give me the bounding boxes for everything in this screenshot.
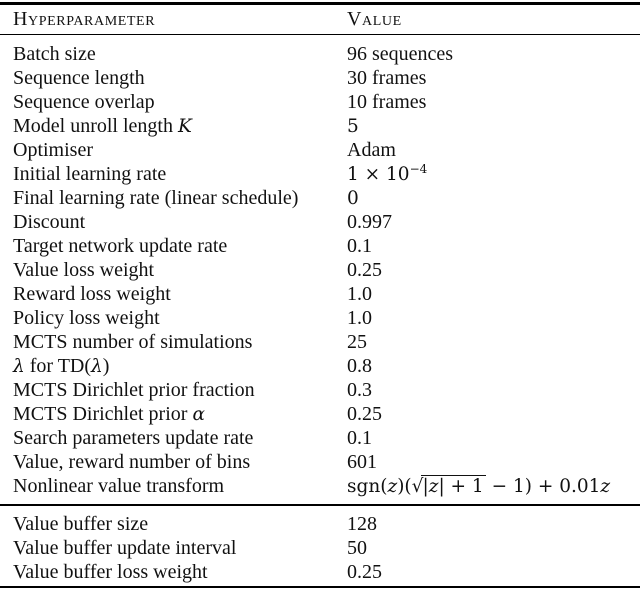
text-segment: Batch size	[13, 43, 96, 66]
text-segment: 0.3	[347, 379, 372, 402]
table-row	[0, 426, 640, 450]
text-segment: λ	[91, 356, 103, 378]
text-segment: 0.8	[347, 355, 372, 378]
hyperparameter-name-cell	[0, 560, 347, 584]
table-row	[0, 306, 640, 330]
hyperparameter-value-cell	[347, 66, 640, 90]
text-segment: Discount	[13, 211, 86, 234]
text-segment: Sequence overlap	[13, 91, 155, 114]
text-segment: Value buffer update interval	[13, 536, 237, 559]
text-segment: 10 frames	[347, 91, 427, 114]
hyperparameter-value-cell	[347, 42, 640, 66]
text-segment: Initial learning rate	[13, 163, 167, 186]
table-row	[0, 186, 640, 210]
table-row	[0, 450, 640, 474]
hyperparameter-value-cell	[347, 512, 640, 536]
text-segment: 96 sequences	[347, 43, 454, 66]
table-body-footer	[0, 506, 640, 586]
hyperparameter-name-cell	[0, 90, 347, 114]
text-segment: Value loss weight	[13, 259, 155, 282]
text-segment: λ	[13, 356, 25, 378]
text-segment: | + 1	[438, 476, 484, 498]
text-segment: 0.25	[347, 560, 382, 583]
text-segment: Reward loss weight	[13, 283, 171, 306]
text-segment: 0.1	[347, 427, 372, 450]
table-row	[0, 234, 640, 258]
radicand	[421, 475, 485, 497]
hyperparameter-name-cell	[0, 114, 347, 139]
text-segment: 0.25	[347, 259, 382, 282]
hyperparameter-value-cell	[347, 234, 640, 258]
text-segment: 5	[347, 116, 359, 138]
text-segment: Optimiser	[13, 139, 93, 162]
hyperparameter-name-cell	[0, 378, 347, 402]
text-segment: 25	[347, 331, 367, 354]
hyperparameter-name-cell	[0, 258, 347, 282]
hyperparameter-value-cell	[347, 560, 640, 584]
text-segment: K	[177, 116, 192, 138]
text-segment: −4	[409, 162, 428, 177]
text-segment: − 1) + 0.01	[485, 476, 601, 498]
column-header-hyperparameter: Hyperparameter	[13, 7, 156, 30]
hyperparameter-value-cell	[347, 114, 640, 139]
table-row	[0, 114, 640, 138]
hyperparameter-value-cell	[347, 536, 640, 560]
radical-sign-icon: √	[411, 476, 424, 498]
text-segment: Value buffer loss weight	[13, 560, 208, 583]
text-segment: 50	[347, 536, 367, 559]
text-segment: )(	[397, 476, 412, 498]
text-segment: Search parameters update rate	[13, 427, 254, 450]
text-segment: Adam	[347, 139, 396, 162]
hyperparameter-name-cell	[0, 330, 347, 354]
hyperparameter-value-cell	[347, 282, 640, 306]
table-row	[0, 354, 640, 378]
text-segment: 1 × 10	[347, 164, 410, 186]
table-row	[0, 474, 640, 498]
table-row	[0, 210, 640, 234]
hyperparameter-name-cell	[0, 512, 347, 536]
hyperparameter-name-cell	[0, 138, 347, 162]
hyperparameter-value-cell	[347, 402, 640, 426]
hyperparameter-name-cell	[0, 536, 347, 560]
table-row	[0, 42, 640, 66]
hyperparameter-name-cell	[0, 306, 347, 330]
hyperparameter-name-cell	[0, 282, 347, 306]
table-row	[0, 90, 640, 114]
hyperparameter-name-cell	[0, 186, 347, 210]
text-segment: for TD(	[24, 355, 92, 378]
text-segment: 1.0	[347, 307, 372, 330]
text-segment: Value, reward number of bins	[13, 451, 251, 474]
hyperparameter-value-cell	[347, 426, 640, 450]
text-segment: 0.1	[347, 235, 372, 258]
hyperparameter-name-cell	[0, 474, 347, 498]
column-header-value: Value	[347, 7, 402, 30]
table-row	[0, 560, 640, 584]
text-segment: MCTS number of simulations	[13, 331, 253, 354]
text-segment: Final learning rate (linear schedule)	[13, 187, 299, 210]
table-row	[0, 282, 640, 306]
text-segment: 128	[347, 512, 377, 535]
table-row	[0, 536, 640, 560]
text-segment: 0.25	[347, 403, 382, 426]
text-segment: 0	[347, 188, 359, 210]
table-row	[0, 512, 640, 536]
hyperparameter-name-cell	[0, 234, 347, 258]
hyperparameter-value-cell	[347, 210, 640, 234]
hyperparameter-name-cell	[0, 66, 347, 90]
text-segment: Target network update rate	[13, 235, 228, 258]
hyperparameter-value-cell	[347, 162, 640, 188]
hyperparameter-value-cell	[347, 378, 640, 402]
table-row	[0, 402, 640, 426]
hyperparameter-name-cell	[0, 210, 347, 234]
text-segment: z	[387, 476, 398, 498]
hyperparameter-name-cell	[0, 162, 347, 186]
table-row	[0, 258, 640, 282]
text-segment: 30 frames	[347, 67, 427, 90]
text-segment: Policy loss weight	[13, 307, 160, 330]
text-segment: Sequence length	[13, 67, 145, 90]
table-row	[0, 330, 640, 354]
text-segment: )	[102, 355, 110, 378]
hyperparameter-value-cell	[347, 90, 640, 114]
hyperparameter-value-cell	[347, 474, 640, 499]
text-segment: MCTS Dirichlet prior	[13, 403, 193, 426]
hyperparameter-value-cell	[347, 258, 640, 282]
text-segment: MCTS Dirichlet prior fraction	[13, 379, 255, 402]
text-segment: α	[192, 404, 205, 426]
table-body-main	[0, 35, 640, 504]
text-segment: z	[428, 476, 439, 498]
table-bottom-rule	[0, 586, 640, 589]
hyperparameter-name-cell	[0, 402, 347, 427]
text-segment: Model unroll length	[13, 115, 178, 138]
text-segment: 601	[347, 451, 377, 474]
hyperparameter-value-cell	[347, 306, 640, 330]
hyperparameter-value-cell	[347, 138, 640, 162]
text-segment: Nonlinear value transform	[13, 475, 225, 498]
hyperparameter-value-cell	[347, 186, 640, 211]
table-row	[0, 378, 640, 402]
hyperparameter-name-cell	[0, 42, 347, 66]
hyperparameter-value-cell	[347, 330, 640, 354]
hyperparameter-name-cell	[0, 354, 347, 379]
table-row	[0, 138, 640, 162]
text-segment: z	[600, 476, 611, 498]
table-row	[0, 162, 640, 186]
text-segment: Value buffer size	[13, 512, 149, 535]
sqrt-expression	[412, 476, 486, 497]
text-segment: 0.997	[347, 211, 392, 234]
text-segment: 1.0	[347, 283, 372, 306]
hyperparameter-name-cell	[0, 426, 347, 450]
table-header-row	[0, 5, 640, 34]
hyperparameter-value-cell	[347, 354, 640, 378]
text-segment: sgn(	[347, 476, 388, 498]
hyperparameter-value-cell	[347, 450, 640, 474]
text-segment: |	[422, 476, 429, 498]
table-row	[0, 66, 640, 90]
hyperparameter-name-cell	[0, 450, 347, 474]
